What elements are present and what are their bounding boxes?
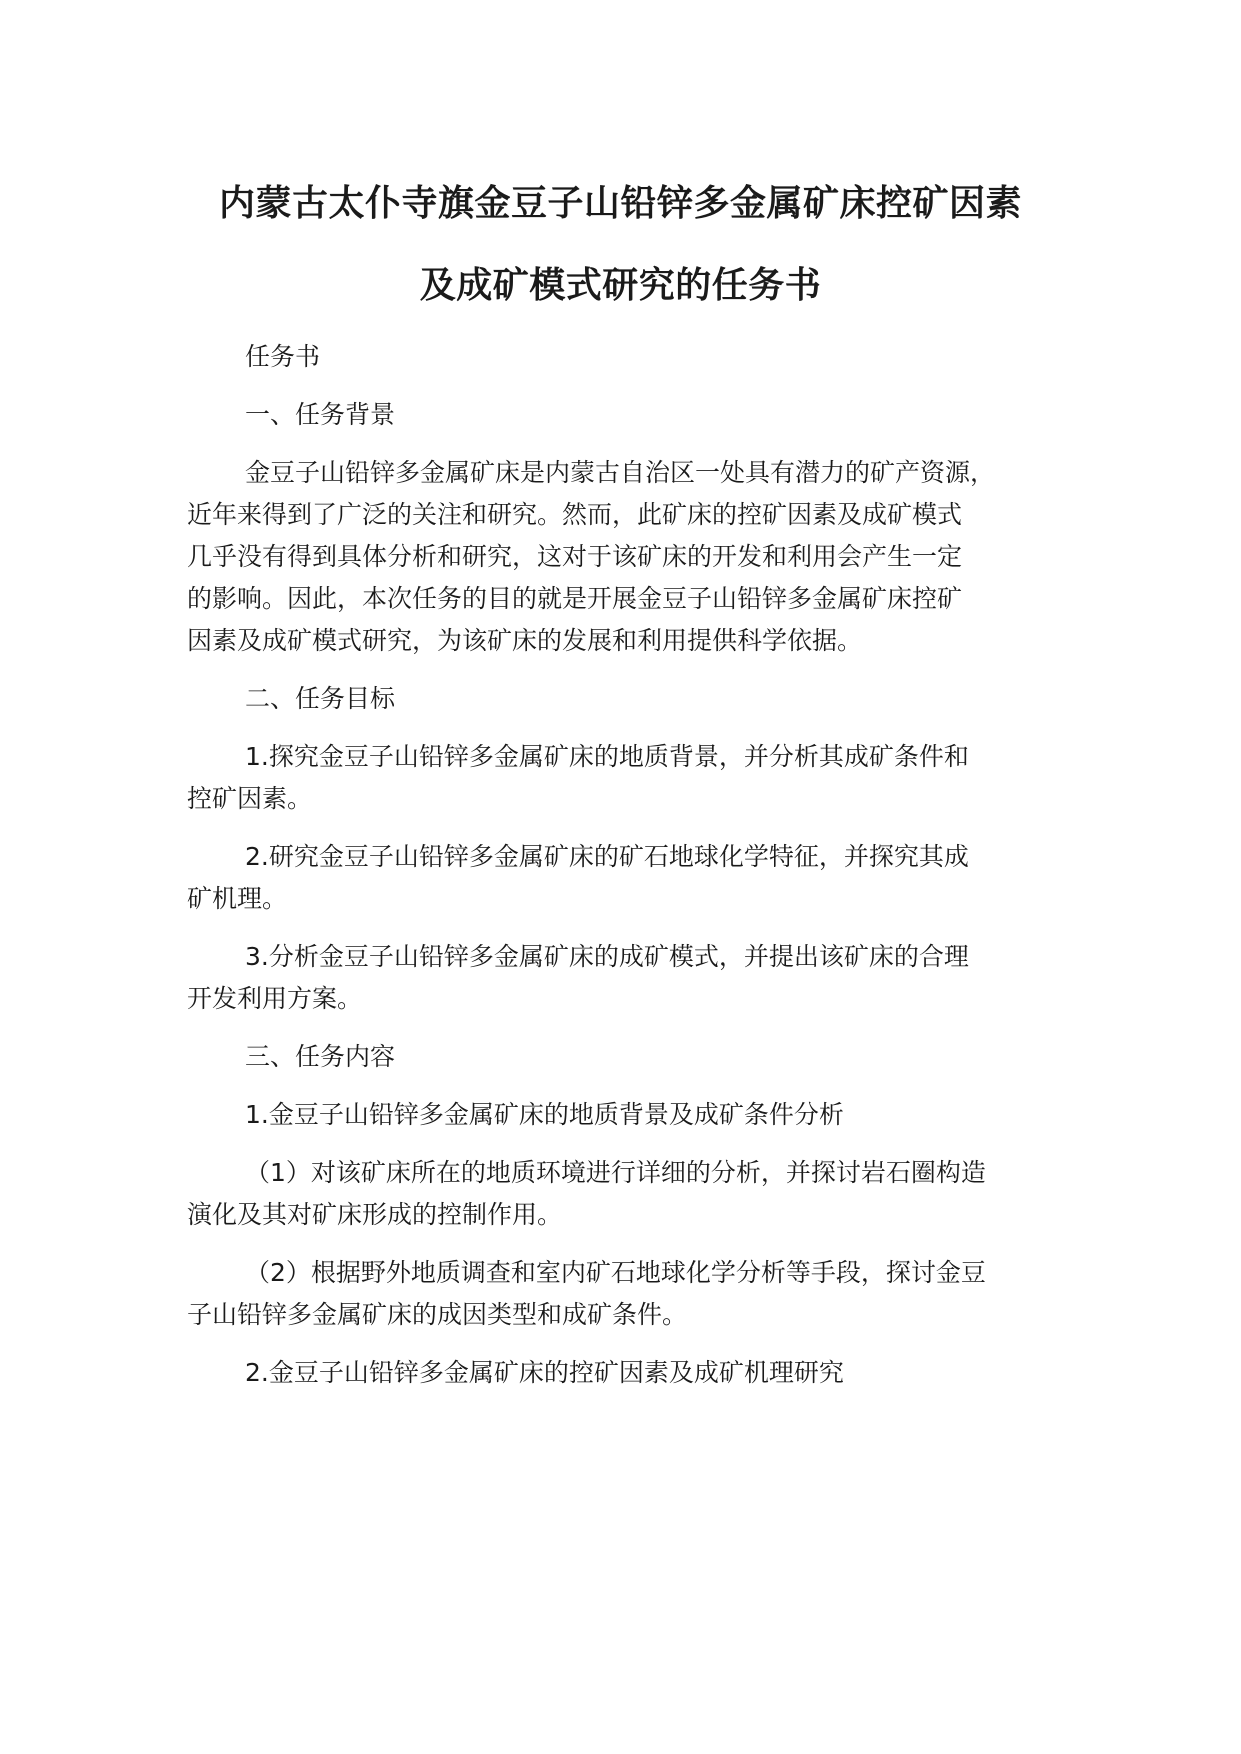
list-item-line: 2.研究金豆子山铅锌多金属矿床的矿石地球化学特征，并探究其成 xyxy=(245,842,969,871)
heading-task-book: 任务书 xyxy=(245,342,321,371)
section-heading-content: 三、任务内容 xyxy=(245,1042,396,1071)
list-item-line: 控矿因素。 xyxy=(187,784,313,813)
section-heading-background: 一、任务背景 xyxy=(245,400,396,429)
paragraph-line: 近年来得到了广泛的关注和研究。然而，此矿床的控矿因素及成矿模式 xyxy=(187,500,963,529)
subsection-heading: 1.金豆子山铅锌多金属矿床的地质背景及成矿条件分析 xyxy=(245,1100,844,1129)
document-title-line-2: 及成矿模式研究的任务书 xyxy=(419,265,822,306)
paragraph-line: 的影响。因此，本次任务的目的就是开展金豆子山铅锌多金属矿床控矿 xyxy=(187,584,963,613)
list-item-line: 开发利用方案。 xyxy=(187,984,363,1013)
list-item-line: 矿机理。 xyxy=(187,884,288,913)
paragraph-line: 金豆子山铅锌多金属矿床是内蒙古自治区一处具有潜力的矿产资源， xyxy=(245,458,996,487)
list-item-line: （1）对该矿床所在的地质环境进行详细的分析，并探讨岩石圈构造 xyxy=(245,1158,986,1187)
list-item-line: 3.分析金豆子山铅锌多金属矿床的成矿模式，并提出该矿床的合理 xyxy=(245,942,969,971)
document-title-line-1: 内蒙古太仆寺旗金豆子山铅锌多金属矿床控矿因素 xyxy=(218,183,1022,224)
list-item-line: （2）根据野外地质调查和室内矿石地球化学分析等手段，探讨金豆 xyxy=(245,1258,986,1287)
list-item-line: 子山铅锌多金属矿床的成因类型和成矿条件。 xyxy=(187,1300,688,1329)
list-item-line: 演化及其对矿床形成的控制作用。 xyxy=(187,1200,563,1229)
section-heading-objectives: 二、任务目标 xyxy=(245,684,396,713)
paragraph-line: 几乎没有得到具体分析和研究，这对于该矿床的开发和利用会产生一定 xyxy=(187,542,963,571)
paragraph-line: 因素及成矿模式研究，为该矿床的发展和利用提供科学依据。 xyxy=(187,626,863,655)
list-item-line: 1.探究金豆子山铅锌多金属矿床的地质背景，并分析其成矿条件和 xyxy=(245,742,969,771)
subsection-heading: 2.金豆子山铅锌多金属矿床的控矿因素及成矿机理研究 xyxy=(245,1358,844,1387)
